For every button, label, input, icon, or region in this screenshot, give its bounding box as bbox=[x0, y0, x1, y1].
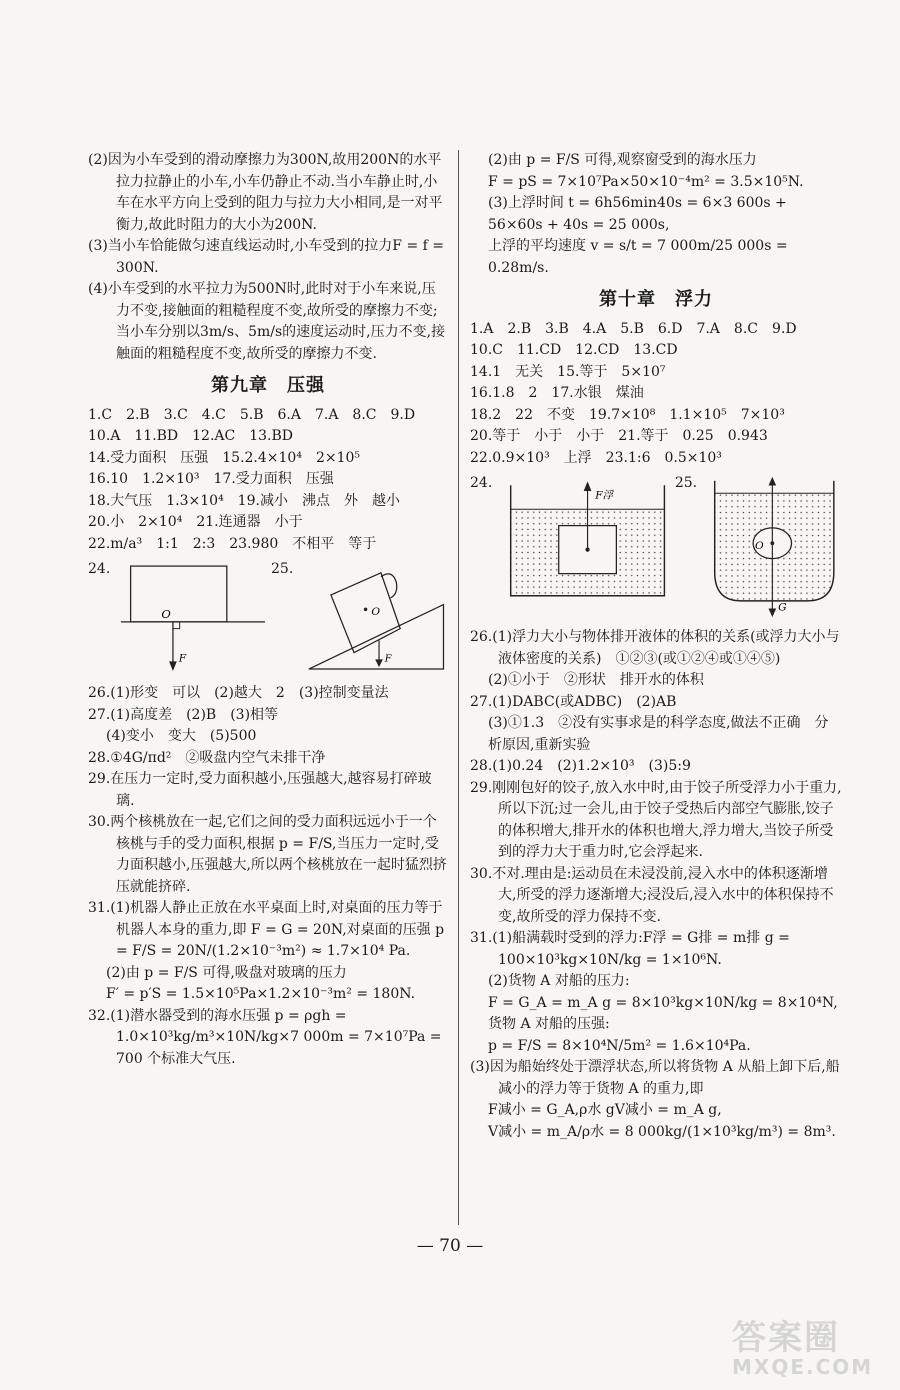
answer-text: (3)当小车恰能做匀速直线运动时,小车受到的拉力F = f = 300N. bbox=[88, 238, 444, 276]
figures-row bbox=[470, 473, 842, 623]
incline-cup-diagram bbox=[304, 559, 448, 679]
answer-line: (3)①1.3 ②没有实事求是的科学态度,做法不正确 分析原因,重新实验 bbox=[488, 715, 829, 753]
answer-line: 1.A 2.B 3.B 4.A 5.B 6.D 7.A 8.C 9.D bbox=[470, 320, 797, 337]
chapter-heading: 第十章 浮力 bbox=[599, 289, 713, 310]
watermark-bottom: MXQE.COM bbox=[732, 1355, 874, 1379]
figures-row bbox=[88, 559, 448, 679]
answer-line: 20.小 2×10⁴ 21.连通器 小于 bbox=[88, 514, 303, 530]
answer-line: 货物 A 对船的压强: bbox=[488, 1016, 610, 1032]
label-F: F bbox=[178, 652, 186, 665]
answer-line: 上浮的平均速度 v = s/t = 7 000m/25 000s = 0.28m/s. bbox=[488, 238, 788, 276]
answer-line: (4)变小 变大 (5)500 bbox=[106, 728, 257, 744]
floating-body-diagram bbox=[707, 473, 842, 623]
answer-text: 29.刚刚包好的饺子,放入水中时,由于饺子所受浮力小于重力,所以下沉;过一会儿,由于饺子受热后内部空气膨胀,饺子的体积增大,排开水的体积也增大,浮力增大,当饺子所受到的浮力大于重力时,它会浮起来. bbox=[470, 779, 842, 860]
answer-line: 28.(1)0.24 (2)1.2×10³ (3)5:9 bbox=[470, 758, 691, 774]
answer-line: (2)由 p = F/S 可得,观察窗受到的海水压力 bbox=[488, 152, 757, 168]
answer-line: V减小 = m_A/ρ水 = 8 000kg/(1×10³kg/m³) = 8m³. bbox=[488, 1123, 836, 1140]
answer-text: (3)因为船始终处于漂浮状态,所以将货物 A 从船上卸下后,船减小的浮力等于货物 A 的重力,即 bbox=[470, 1059, 840, 1097]
answer-line: 28.①4G/πd² ②吸盘内空气未排干净 bbox=[88, 749, 326, 766]
answer-line: F减小 = G_A,ρ水 gV减小 = m_A g, bbox=[488, 1102, 722, 1118]
label-O: O bbox=[755, 539, 765, 552]
answer-line: 16.10 1.2×10³ 17.受力面积 压强 bbox=[88, 471, 334, 487]
answer-line: 18.2 22 不变 19.7×10⁸ 1.1×10⁵ 7×10³ bbox=[470, 406, 785, 423]
right-column bbox=[470, 150, 842, 1143]
watermark-logo bbox=[732, 1310, 882, 1380]
figure-number: 24. bbox=[88, 561, 111, 577]
answer-text: 31.(1)机器人静止正放在水平桌面上时,对桌面的压力等于机器人本身的重力,即 F = G = 20N,对桌面的压强 p = F/S = 20N/(1.2×10⁻³m²) ≈ 1.7×10⁴ Pa. bbox=[88, 900, 445, 959]
answer-line: F′ = p′S = 1.5×10⁵Pa×1.2×10⁻³m² = 180N. bbox=[106, 986, 416, 1002]
label-G: G bbox=[778, 601, 788, 614]
label-O: O bbox=[161, 607, 171, 622]
answer-line: F = pS = 7×10⁷Pa×50×10⁻⁴m² = 3.5×10⁵N. bbox=[488, 173, 804, 190]
answer-line: 10.C 11.CD 12.CD 13.CD bbox=[470, 342, 678, 358]
answer-line: 20.等于 小于 小于 21.等于 0.25 0.943 bbox=[470, 428, 768, 444]
answer-text: (4)小车受到的水平拉力为500N时,此时对于小车来说,压力不变,接触面的粗糙程度不变,故所受的摩擦力不变;当小车分别以3m/s、5m/s的速度运动时,压力不变,接触面的粗糙程度不变,故所受的摩擦力不变. bbox=[88, 281, 446, 362]
left-column bbox=[88, 150, 448, 1070]
answer-line: 22.m/a³ 1:1 2:3 23.980 不相平 等于 bbox=[88, 535, 377, 552]
label-O: O bbox=[371, 606, 380, 619]
figure-number: 24. bbox=[470, 475, 493, 491]
pressure-block-diagram bbox=[121, 559, 265, 679]
answer-text: (2)因为小车受到的滑动摩擦力为300N,故用200N的水平拉力拉静止的小车,小车仍静止不动.当小车静止时,小车在水平方向上受到的阻力与拉力大小相同,是一对平衡力,故此时阻力的大小为200N. bbox=[88, 152, 443, 233]
answer-line: 14.受力面积 压强 15.2.4×10⁴ 2×10⁵ bbox=[88, 449, 361, 466]
watermark-top: 答案圈 bbox=[732, 1318, 840, 1358]
answer-line: 27.(1)高度差 (2)B (3)相等 bbox=[88, 706, 279, 723]
label-F-float: F浮 bbox=[594, 489, 613, 502]
answer-text: 26.(1)浮力大小与物体排开液体的体积的关系(或浮力大小与液体密度的关系) ①②③(或①②④或①④⑤) bbox=[470, 629, 840, 667]
column-divider bbox=[458, 150, 459, 1225]
answer-line: (2)①小于 ②形状 排开水的体积 bbox=[488, 672, 704, 688]
answer-text: 31.(1)船满载时受到的浮力:F浮 = G排 = m排 g = 100×10³kg×10N/kg = 1×10⁶N. bbox=[470, 930, 790, 968]
page-number: — 70 — bbox=[416, 1236, 484, 1256]
answer-line: (2)由 p = F/S 可得,吸盘对玻璃的压力 bbox=[106, 964, 347, 981]
answer-line: 22.0.9×10³ 上浮 23.1:6 0.5×10³ bbox=[470, 449, 722, 466]
answer-line: 26.(1)形变 可以 (2)越大 2 (3)控制变量法 bbox=[88, 685, 389, 701]
chapter-heading: 第九章 压强 bbox=[211, 375, 325, 396]
answer-line: 18.大气压 1.3×10⁴ 19.减小 沸点 外 越小 bbox=[88, 492, 400, 509]
answer-line: 14.1 无关 15.等于 5×10⁷ bbox=[470, 363, 666, 380]
buoyancy-container-diagram bbox=[503, 473, 671, 608]
answer-line: (3)上浮时间 t = 6h56min40s = 6×3 600s + 56×60s + 40s = 25 000s, bbox=[488, 195, 787, 233]
figure-number: 25. bbox=[271, 561, 294, 577]
answer-text: 30.两个核桃放在一起,它们之间的受力面积远远小于一个核桃与手的受力面积,根据 p = F/S,当压力一定时,受力面积越小,压强越大,所以两个核桃放在一起时猛烈挤压就能挤碎. bbox=[88, 814, 447, 895]
answer-text: 29.在压力一定时,受力面积越小,压强越大,越容易打碎玻璃. bbox=[88, 771, 432, 809]
answer-line: p = F/S = 8×10⁴N/5m² = 1.6×10⁴Pa. bbox=[488, 1037, 751, 1054]
figure-number: 25. bbox=[674, 475, 698, 491]
answer-line: (2)货物 A 对船的压力: bbox=[488, 973, 630, 989]
answer-line: 16.1.8 2 17.水银 煤油 bbox=[470, 385, 644, 401]
answer-line: F = G_A = m_A g = 8×10³kg×10N/kg = 8×10⁴N, bbox=[488, 994, 838, 1011]
answer-line: 1.C 2.B 3.C 4.C 5.B 6.A 7.A 8.C 9.D bbox=[88, 406, 416, 423]
answer-line: 27.(1)DABC(或ADBC) (2)AB bbox=[470, 693, 677, 710]
answer-line: 10.A 11.BD 12.AC 13.BD bbox=[88, 428, 294, 444]
answer-text: 30.不对.理由是:运动员在未浸没前,浸入水中的体积逐渐增大,所受的浮力逐渐增大;浸没后,浸入水中的体积保持不变,故所受的浮力保持不变. bbox=[470, 865, 834, 925]
answer-text: 32.(1)潜水器受到的海水压强 p = ρgh = 1.0×10³kg/m³×10N/kg×7 000m = 7×10⁷Pa = 700 个标准大气压. bbox=[88, 1007, 442, 1067]
label-F: F bbox=[384, 653, 392, 665]
